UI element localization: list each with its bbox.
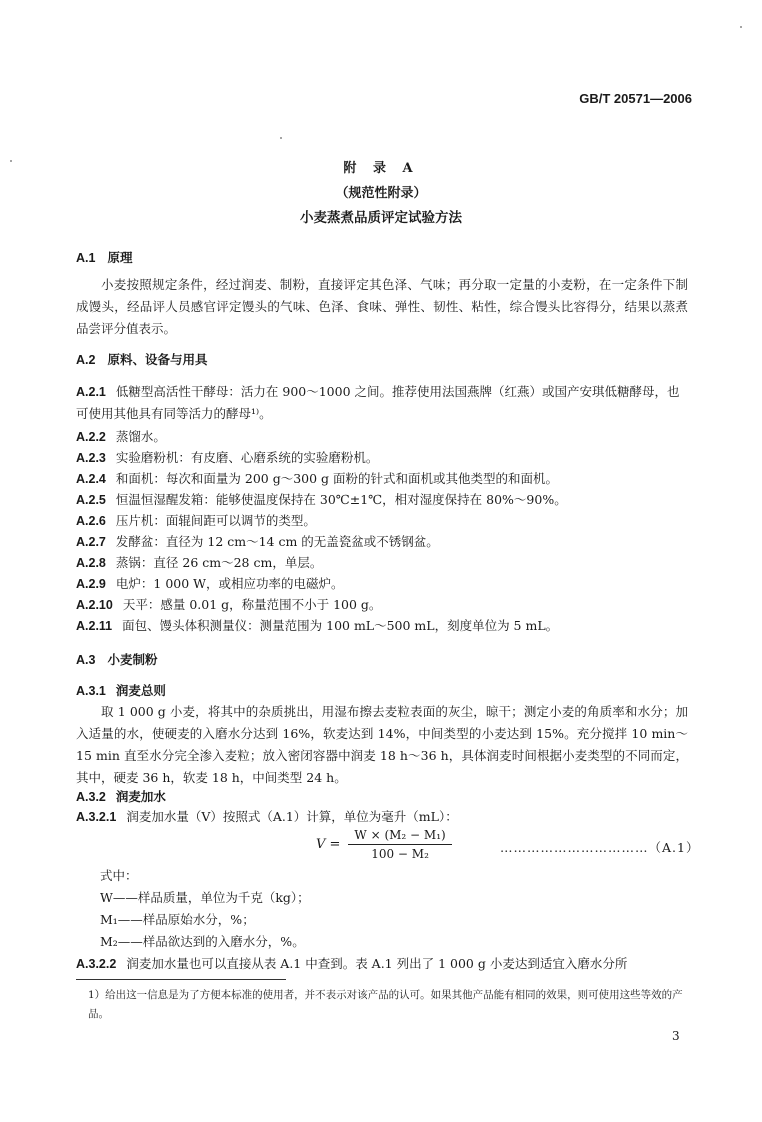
item-title: 润麦总则: [115, 683, 166, 698]
subsection-a321: [76, 806, 688, 828]
item-number: A.2.10: [76, 598, 113, 612]
list-item-a2-2: [76, 426, 688, 448]
item-text: 恒温恒湿醒发箱：能够使温度保持在 30℃±1℃，相对湿度保持在 80%～90%。: [115, 492, 567, 507]
item-number: A.3.2.2: [76, 957, 117, 971]
item-text: 实验磨粉机：有皮磨、心磨系统的实验磨粉机。: [115, 450, 379, 465]
item-text: 蒸锅：直径 26 cm～28 cm，单层。: [115, 555, 323, 570]
item-number: A.2.7: [76, 535, 106, 549]
item-text: 低糖型高活性干酵母：活力在 900～1000 之间。推荐使用法国燕牌（红燕）或国产安琪低糖酵母，也可使用其他具有同等活力的酵母¹⁾。: [76, 384, 680, 421]
section-a2-heading: [76, 350, 207, 368]
item-number: A.2.5: [76, 493, 106, 507]
formula-reference: ……………………………（A.1）: [500, 840, 700, 855]
section-title: 原理: [107, 250, 133, 265]
subsection-a322: [76, 953, 688, 975]
scan-speck: [740, 26, 742, 28]
variable-definition: W——样品质量，单位为千克（kg）；: [100, 890, 310, 905]
item-number: A.2.9: [76, 577, 106, 591]
footnote: 1）给出这一信息是为了方便本标准的使用者，并不表示对该产品的认可。如果其他产品能有相同的效果，则可使用这些等效的产品。: [88, 989, 683, 1020]
scan-speck: [280, 137, 282, 139]
where-label: 式中：: [100, 868, 138, 883]
section-number: A.3: [76, 653, 96, 667]
annex-type: （规范性附录）: [335, 186, 427, 201]
variable-definition: M₁——样品原始水分，%；: [100, 912, 255, 927]
list-item-a2-7: [76, 531, 688, 553]
formula-fraction: [348, 828, 451, 861]
item-number: A.3.2: [76, 790, 106, 804]
item-number: A.2.11: [76, 619, 113, 633]
section-a1-heading: [76, 248, 132, 266]
subsection-a31-heading: [76, 680, 688, 702]
formula-denominator: 100 − M₂: [371, 847, 429, 861]
item-text: 电炉：1 000 W，或相应功率的电磁炉。: [115, 576, 344, 591]
item-number: A.2.1: [76, 385, 106, 399]
formula-numerator: W × (M₂ − M₁): [348, 828, 451, 845]
item-number: A.2.8: [76, 556, 106, 570]
item-number: A.3.1: [76, 684, 106, 698]
item-number: A.2.4: [76, 472, 106, 486]
section-title: 小麦制粉: [107, 652, 158, 667]
item-title: 润麦加水: [115, 789, 166, 804]
list-item-a2-3: [76, 447, 688, 469]
item-text: 润麦加水量也可以直接从表 A.1 中查到。表 A.1 列出了 1 000 g 小麦达到适宜入磨水分所: [126, 956, 628, 971]
list-item-a2-11: [76, 615, 688, 637]
item-text: 润麦加水量（V）按照式（A.1）计算，单位为毫升（mL）：: [126, 809, 458, 824]
standard-number: GB/T 20571—2006: [579, 91, 692, 106]
scan-speck: [10, 160, 12, 162]
list-item-a2-4: [76, 468, 688, 490]
list-item-a2-6: [76, 510, 688, 532]
list-item-a2-9: [76, 573, 688, 595]
footnote-divider: [76, 979, 286, 980]
formula-a1: [316, 828, 452, 861]
item-text: 发酵盆：直径为 12 cm～14 cm 的无盖瓷盆或不锈钢盆。: [115, 534, 439, 549]
section-title: 原料、设备与用具: [107, 352, 208, 367]
section-number: A.1: [76, 251, 96, 265]
item-number: A.2.6: [76, 514, 106, 528]
list-item-a2-10: [76, 594, 688, 616]
formula-lhs: V =: [316, 837, 341, 852]
list-item-a2-1: [76, 381, 688, 425]
list-item-a2-5: [76, 489, 688, 511]
annex-label: 附 录 A: [343, 161, 419, 176]
item-number: A.3.2.1: [76, 810, 117, 824]
item-text: 天平：感量 0.01 g，称量范围不小于 100 g。: [122, 597, 382, 612]
annex-title: 小麦蒸煮品质评定试验方法: [300, 210, 462, 226]
section-number: A.2: [76, 353, 96, 367]
list-item-a2-8: [76, 552, 688, 574]
variable-definition: M₂——样品欲达到的入磨水分，%。: [100, 934, 305, 949]
section-a1-text: 小麦按照规定条件，经过润麦、制粉，直接评定其色泽、气味；再分取一定量的小麦粉，在一定条件下制成馒头，经品评人员感官评定馒头的气味、色泽、食味、弹性、韧性、粘性，综合馒头比容得分，结果以蒸煮品尝评分值表示。: [76, 277, 688, 336]
item-text: 压片机：面辊间距可以调节的类型。: [115, 513, 316, 528]
item-text: 蒸馏水。: [115, 429, 166, 444]
subsection-a31-text: 取 1 000 g 小麦，将其中的杂质挑出，用湿布擦去麦粒表面的灰尘，晾干；测定小麦的角质率和水分；加入适量的水，使硬麦的入磨水分达到 16%，软麦达到 14%，中间类型的小麦达到 15%。充分搅拌 10 min～15 min 直至水分完全渗入麦粒；放入密闭容器中润麦 18 h～36 h，具体润麦时间根据小麦类型的不同而定，其中，硬麦 36 h，软麦 18 h，中间类型 24 h。: [76, 704, 688, 785]
item-number: A.2.3: [76, 451, 106, 465]
item-number: A.2.2: [76, 430, 106, 444]
section-a3-heading: [76, 650, 157, 668]
page-number: 3: [672, 1029, 680, 1043]
item-text: 和面机：每次和面量为 200 g～300 g 面粉的针式和面机或其他类型的和面机。: [115, 471, 559, 486]
subsection-a32-heading: [76, 786, 688, 808]
item-text: 面包、馒头体积测量仪：测量范围为 100 mL～500 mL，刻度单位为 5 mL。: [122, 618, 559, 633]
